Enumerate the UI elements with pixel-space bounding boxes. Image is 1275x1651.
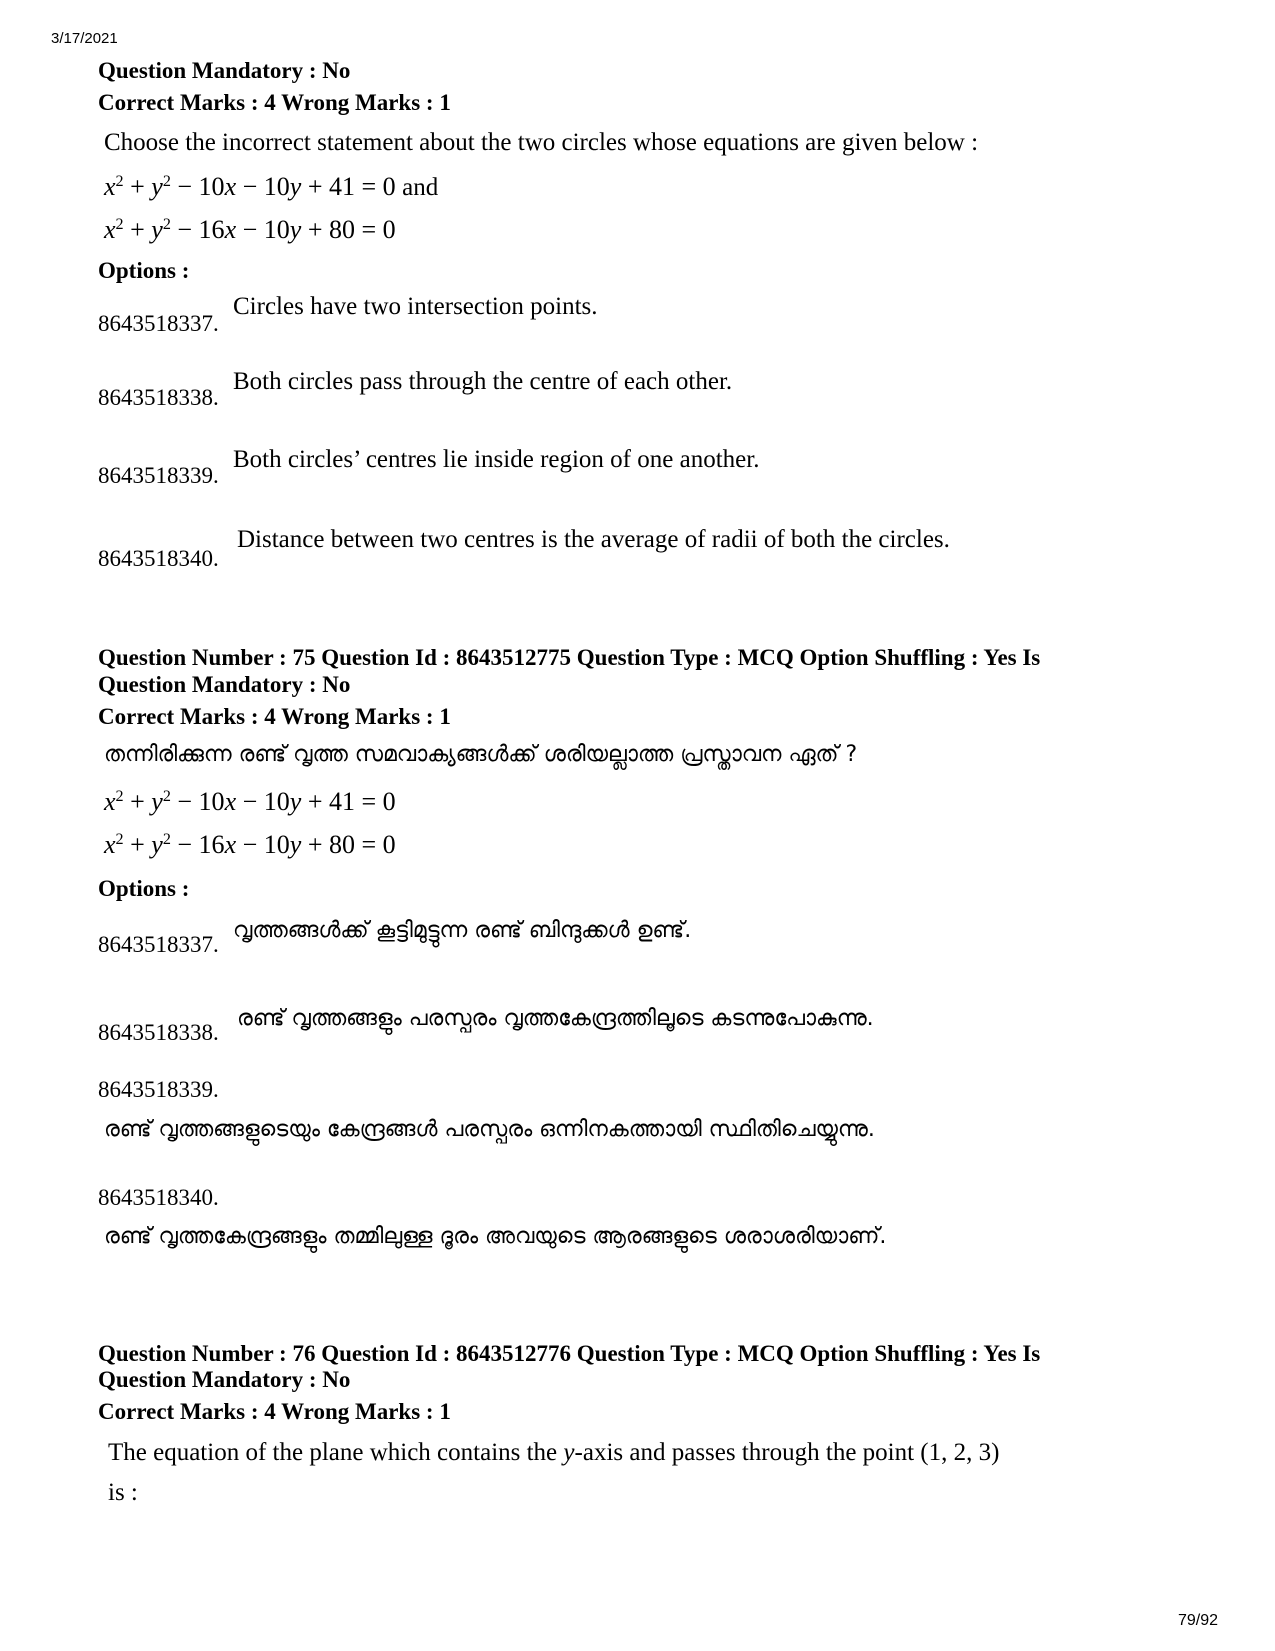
- q76-header: Question Number : 76 Question Id : 8643512776 Question Type : MCQ Option Shuffling : Yes Is: [98, 1341, 1041, 1366]
- q75-option-2-id: 8643518338.: [98, 1020, 219, 1045]
- q74-option-3-id: 8643518339.: [98, 463, 219, 488]
- page-number: 79/92: [1178, 1612, 1219, 1629]
- q76-text-before: The equation of the plane which contains the: [108, 1439, 564, 1466]
- q74-question-text: Choose the incorrect statement about the two circles whose equations are given below :: [104, 129, 979, 156]
- q74-equation-1: $x^2 + y^2 - 10x - 10y + 41 = 0$ and: [104, 172, 439, 201]
- q74-option-2-text[interactable]: Both circles pass through the centre of each other.: [233, 368, 733, 395]
- q75-options-label: Options :: [98, 876, 190, 901]
- q75-marks: Correct Marks : 4 Wrong Marks : 1: [98, 704, 451, 729]
- q75-equation-2: $x^2 + y^2 - 16x - 10y + 80 = 0$: [104, 830, 396, 859]
- q75-option-1-text[interactable]: വൃത്തങ്ങൾക്ക് കൂട്ടിമുട്ടുന്ന രണ്ട് ബിന്ദുക്കൾ ഉണ്ട്.: [233, 918, 692, 943]
- q76-marks: Correct Marks : 4 Wrong Marks : 1: [98, 1399, 451, 1424]
- q76-question-text: [108, 1438, 999, 1468]
- q74-option-4-text[interactable]: Distance between two centres is the average of radii of both the circles.: [237, 526, 950, 553]
- q76-text-variable: y: [563, 1439, 575, 1466]
- q74-option-2-id: 8643518338.: [98, 385, 219, 410]
- q76-text-after: -axis and passes through the point (1, 2, 3): [574, 1439, 1000, 1466]
- q76-mandatory: Question Mandatory : No: [98, 1367, 351, 1392]
- q76-question-text-line2: is :: [108, 1479, 138, 1506]
- q75-option-3-id: 8643518339.: [98, 1077, 219, 1102]
- q74-option-1-text[interactable]: Circles have two intersection points.: [233, 293, 598, 320]
- q74-option-1-id: 8643518337.: [98, 311, 219, 336]
- q74-equation-2: $x^2 + y^2 - 16x - 10y + 80 = 0$: [104, 215, 396, 244]
- q74-marks: Correct Marks : 4 Wrong Marks : 1: [98, 90, 451, 115]
- q75-option-3-text[interactable]: രണ്ട് വൃത്തങ്ങളുടെയും കേന്ദ്രങ്ങൾ പരസ്പരം ഒന്നിനകത്തായി സ്ഥിതിചെയ്യുന്നു.: [104, 1117, 875, 1142]
- q74-and-word: and: [402, 174, 439, 201]
- q75-option-1-id: 8643518337.: [98, 932, 219, 957]
- q74-options-label: Options :: [98, 258, 190, 283]
- q75-option-2-text[interactable]: രണ്ട് വൃത്തങ്ങളും പരസ്പരം വൃത്തകേന്ദ്രത്തിലൂടെ കടന്നുപോകുന്നു.: [237, 1006, 874, 1031]
- q75-equation-1: $x^2 + y^2 - 10x - 10y + 41 = 0$: [104, 787, 396, 816]
- q75-mandatory: Question Mandatory : No: [98, 672, 351, 697]
- q74-option-4-id: 8643518340.: [98, 546, 219, 571]
- q75-header: Question Number : 75 Question Id : 8643512775 Question Type : MCQ Option Shuffling : Yes Is: [98, 645, 1041, 670]
- q74-mandatory: Question Mandatory : No: [98, 58, 351, 83]
- q74-option-3-text[interactable]: Both circles’ centres lie inside region of one another.: [233, 446, 760, 473]
- print-date: 3/17/2021: [51, 30, 118, 47]
- q75-option-4-text[interactable]: രണ്ട് വൃത്തകേന്ദ്രങ്ങളും തമ്മിലുള്ള ദൂരം അവയുടെ ആരങ്ങളുടെ ശരാശരിയാണ്.: [104, 1224, 887, 1249]
- q75-question-text: തന്നിരിക്കുന്ന രണ്ട് വൃത്ത സമവാക്യങ്ങൾക്ക് ശരിയല്ലാത്ത പ്രസ്താവന ഏത് ?: [104, 742, 858, 767]
- q75-option-4-id: 8643518340.: [98, 1185, 219, 1210]
